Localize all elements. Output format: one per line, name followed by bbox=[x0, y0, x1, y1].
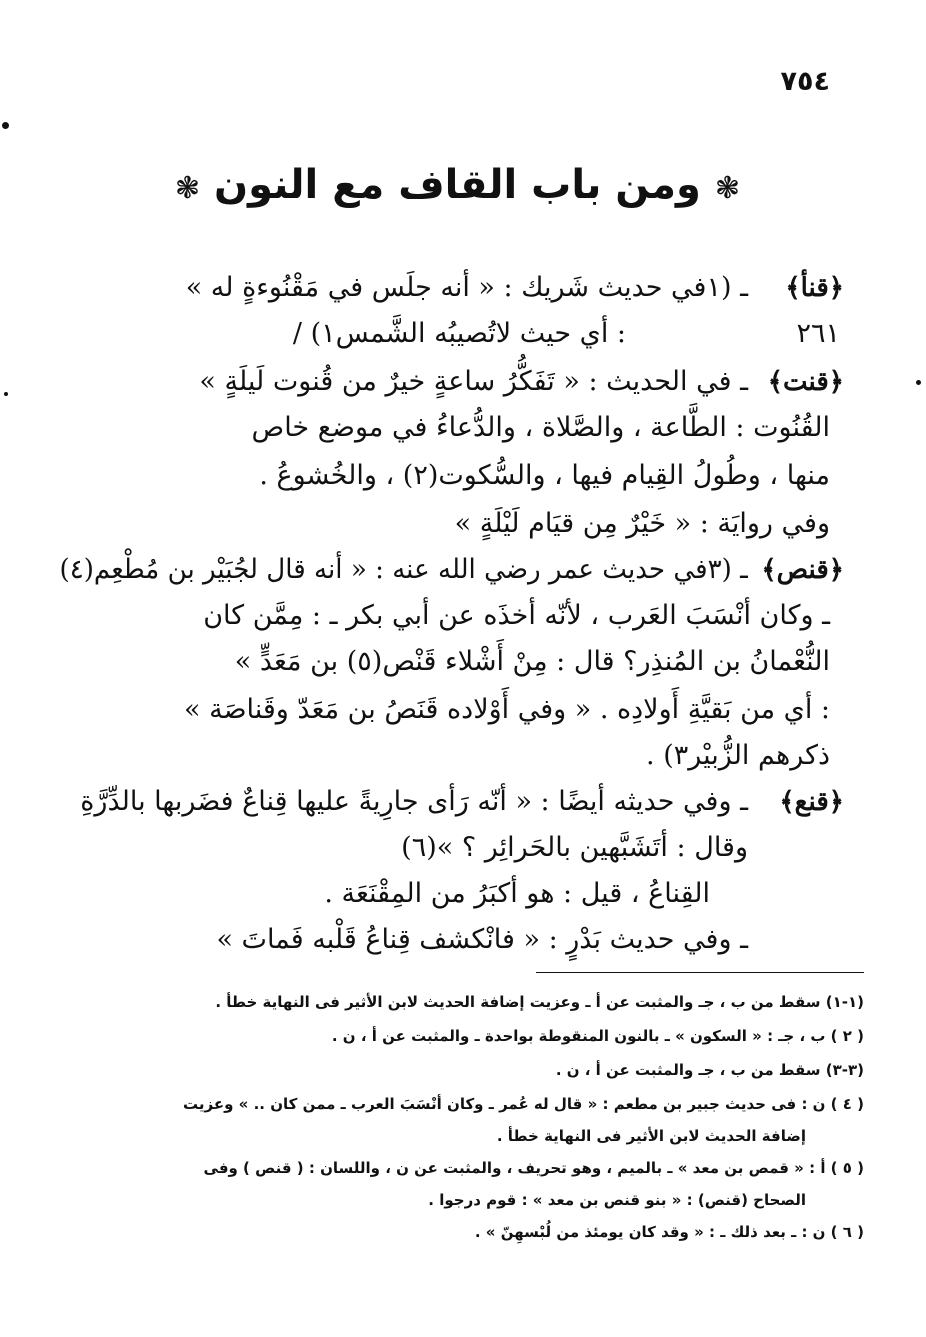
entry-line: منها ، وطُولُ القِيام فيها ، والسُّكوت(٢) ، والخُشوعُ . bbox=[259, 460, 830, 491]
footnote-line: إضافة الحديث لابن الأثير فى النهاية خطأ . bbox=[496, 1127, 806, 1145]
footnote-line: ( ٦ ) ن : ـ بعد ذلك ـ : « وقد كان يومئذ من لُبْسهِنّ » . bbox=[474, 1223, 864, 1241]
headword: ﴿قنت﴾ bbox=[767, 367, 844, 397]
ornament-icon: ❃ bbox=[174, 171, 201, 206]
scan-mark-left-top bbox=[2, 122, 9, 129]
page-ref-number: ٢٦١ bbox=[796, 318, 840, 349]
footnote-line: الصحاح (قنص) : « بنو قنص بن معد » : قوم درجوا . bbox=[428, 1191, 806, 1209]
headword: ﴿قنص﴾ bbox=[761, 555, 844, 585]
ornament-icon: ❃ bbox=[714, 171, 740, 206]
entry-line: ـ في الحديث : « تَفَكُّرُ ساعةٍ خيرٌ من قُنوت لَيلَةٍ » bbox=[199, 366, 748, 397]
scan-mark-right-mid bbox=[916, 380, 921, 385]
footnote-line: (١-١) سقط من ب ، جـ والمثبت عن أ ـ وعزيت إضافة الحديث لابن الأثير فى النهاية خطأ . bbox=[215, 993, 864, 1011]
entry-line: ـ وكان أنْسَبَ العَرب ، لأنّه أخذَه عن أبي بكر ـ : مِمَّن كان bbox=[203, 600, 830, 631]
entry-line: ـ وفي حديث بَدْرٍ : « فانْكشف قِناعُ قَلْبه فَماتَ » bbox=[216, 924, 748, 955]
entry-line: القُنُوت : الطَّاعة ، والصَّلاة ، والدُّعاءُ في موضع خاص bbox=[251, 412, 830, 443]
headword: ﴿قنع﴾ bbox=[779, 787, 844, 817]
entry-line: ذكرهم الزُّبيْر٣) . bbox=[646, 740, 830, 771]
footnote-divider bbox=[536, 972, 864, 973]
footnote-line: ( ٢ ) ب ، جـ : « السكون » ـ بالنون المنقوطة بواحدة ـ والمثبت عن أ ، ن . bbox=[331, 1027, 864, 1045]
footnote-line: ( ٥ ) أ : « قمص بن معد » ـ بالميم ، وهو تحريف ، والمثبت عن ن ، واللسان : ( قنص ) وفى bbox=[203, 1159, 864, 1177]
scan-mark-left-mid bbox=[4, 392, 8, 396]
entry-line: ـ (٣في حديث عمر رضي الله عنه : « أنه قال لجُبَيْر بن مُطْعِم(٤) bbox=[59, 554, 748, 585]
chapter-title-text: ومن باب القاف مع النون bbox=[213, 162, 701, 208]
footnote-line: ( ٤ ) ن : فى حديث جبير بن مطعم : « قال له عُمر ـ وكان أنْسَبَ العرب ـ ممن كان .. » وعزيت bbox=[183, 1095, 864, 1113]
headword: ﴿قنأ﴾ bbox=[785, 273, 844, 303]
chapter-title bbox=[174, 162, 740, 208]
entry-line: : أي من بَقيَّةِ أَولادِه . « وفي أَوْلاده قَنَصُ بن مَعَدّ وقَناصَة » bbox=[184, 694, 830, 725]
footnote-line: (٣-٣) سقط من ب ، جـ والمثبت عن أ ، ن . bbox=[555, 1061, 864, 1079]
entry-line: النُّعْمانُ بن المُنذِر؟ قال : مِنْ أَشْلاء قَنْص(٥) بن مَعَدٍّ » bbox=[234, 646, 830, 677]
entry-line: ـ وفي حديثه أيضًا : « أنّه رَأى جارِيةً عليها قِناعٌ فضَربها بالدِّرَّةِ bbox=[80, 786, 748, 817]
entry-line: ـ (١في حديث شَريك : « أنه جلَس في مَقْنُوءةٍ له » bbox=[185, 272, 748, 303]
entry-line: : أي حيث لاتُصيبُه الشَّمس١) / bbox=[292, 318, 626, 349]
page-number: ٧٥٤ bbox=[780, 66, 830, 97]
entry-line: القِناعُ ، قيل : هو أكبَرُ من المِقْنَعَة . bbox=[324, 878, 710, 909]
entry-line: وفي روايَة : « خَيْرٌ مِن قيَام لَيْلَةٍ » bbox=[454, 508, 830, 539]
entry-line: وقال : أتَشَبَّهين بالحَرائِر ؟ »(٦) bbox=[401, 832, 748, 863]
